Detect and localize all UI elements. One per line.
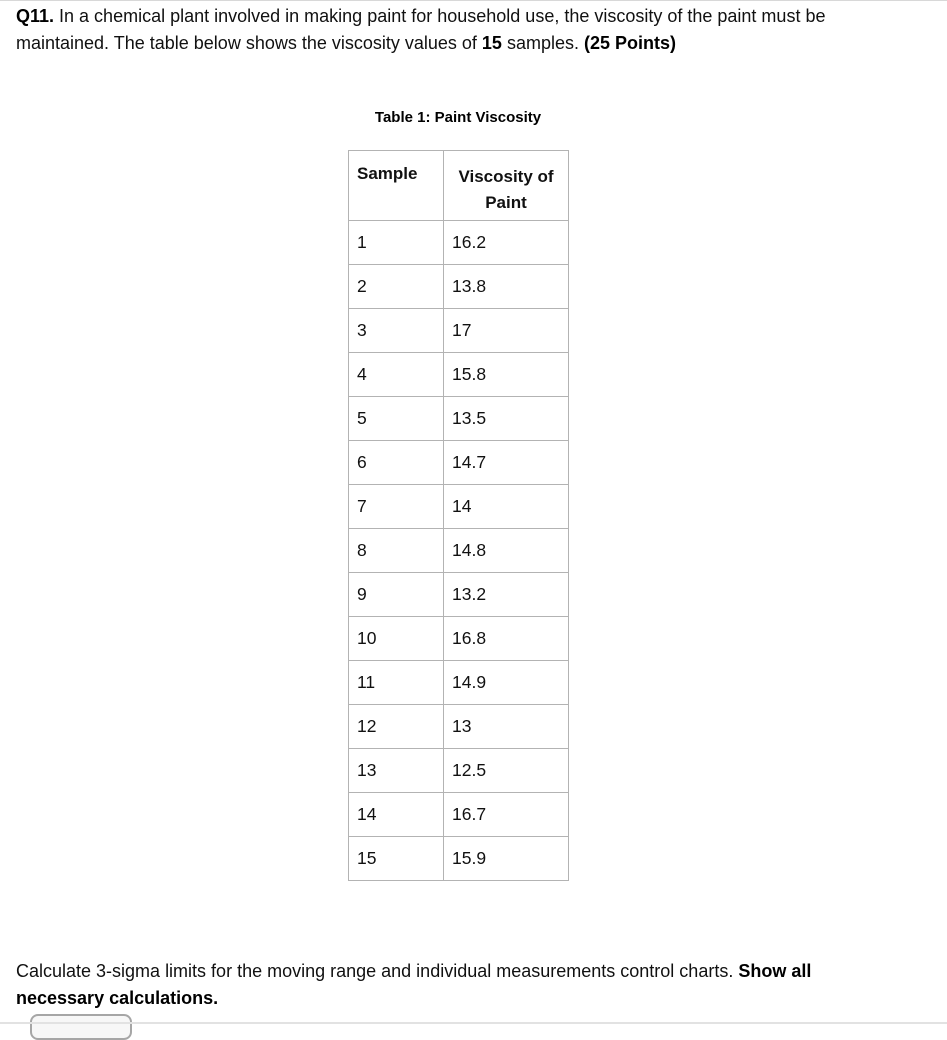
viscosity-cell: 14.7 <box>444 441 569 485</box>
table-row <box>349 529 569 573</box>
table-caption: Table 1: Paint Viscosity <box>374 109 542 126</box>
sample-cell: 9 <box>349 573 444 617</box>
sample-cell: 1 <box>349 221 444 265</box>
viscosity-cell: 13.5 <box>444 397 569 441</box>
viscosity-cell: 15.9 <box>444 837 569 881</box>
sample-cell: 6 <box>349 441 444 485</box>
question-text <box>16 3 900 57</box>
viscosity-cell: 14.9 <box>444 661 569 705</box>
instruction-body: Calculate 3-sigma limits for the moving range and individual measurements control charts. <box>16 961 739 981</box>
sample-cell: 2 <box>349 265 444 309</box>
sample-cell: 14 <box>349 793 444 837</box>
sample-cell: 5 <box>349 397 444 441</box>
sample-cell: 4 <box>349 353 444 397</box>
viscosity-cell: 16.7 <box>444 793 569 837</box>
table-row <box>349 793 569 837</box>
table-row <box>349 309 569 353</box>
table-row <box>349 485 569 529</box>
table-row <box>349 617 569 661</box>
sample-count: 15 <box>481 33 502 53</box>
table-row <box>349 441 569 485</box>
viscosity-cell: 12.5 <box>444 749 569 793</box>
sample-cell: 12 <box>349 705 444 749</box>
table-row <box>349 661 569 705</box>
question-number: Q11. <box>16 6 55 26</box>
top-divider <box>0 0 947 1</box>
sample-cell: 11 <box>349 661 444 705</box>
table-row <box>349 397 569 441</box>
viscosity-cell: 14 <box>444 485 569 529</box>
header-row <box>349 151 569 221</box>
viscosity-cell: 16.8 <box>444 617 569 661</box>
table-row <box>349 265 569 309</box>
sample-cell: 15 <box>349 837 444 881</box>
points-label: (25 Points) <box>583 33 676 53</box>
viscosity-cell: 16.2 <box>444 221 569 265</box>
sample-cell: 8 <box>349 529 444 573</box>
cropped-ui-fragment[interactable] <box>30 1014 132 1040</box>
sample-cell: 7 <box>349 485 444 529</box>
viscosity-cell: 13 <box>444 705 569 749</box>
table-row <box>349 749 569 793</box>
viscosity-table <box>348 150 569 881</box>
instruction-bold: Show all necessary calculations. <box>16 961 812 1008</box>
sample-cell: 10 <box>349 617 444 661</box>
table-row <box>349 573 569 617</box>
viscosity-cell: 14.8 <box>444 529 569 573</box>
table-row <box>349 837 569 881</box>
column-header-sample: Sample <box>349 151 444 221</box>
viscosity-cell: 17 <box>444 309 569 353</box>
table-row <box>349 705 569 749</box>
viscosity-cell: 13.8 <box>444 265 569 309</box>
viscosity-cell: 15.8 <box>444 353 569 397</box>
table-row <box>349 221 569 265</box>
table-row <box>349 353 569 397</box>
question-body-text-2: samples. <box>501 33 584 53</box>
sample-cell: 13 <box>349 749 444 793</box>
question-body-text: In a chemical plant involved in making paint for household use, the viscosity of the paint must be maintained. The table below shows the viscosity values of <box>16 6 826 53</box>
sample-cell: 3 <box>349 309 444 353</box>
instruction-text <box>16 958 904 1012</box>
viscosity-cell: 13.2 <box>444 573 569 617</box>
column-header-viscosity: Viscosity of Paint <box>444 151 569 221</box>
